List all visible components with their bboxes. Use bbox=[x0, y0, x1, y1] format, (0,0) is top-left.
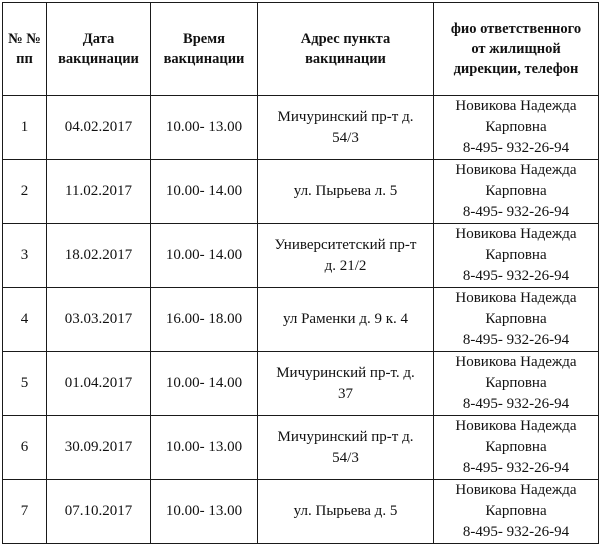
table-row bbox=[3, 416, 599, 480]
row-date: 04.02.2017 bbox=[47, 96, 151, 160]
row-date: 01.04.2017 bbox=[47, 352, 151, 416]
row-date: 11.02.2017 bbox=[47, 160, 151, 224]
table-row bbox=[3, 96, 599, 160]
row-num: 5 bbox=[3, 352, 47, 416]
row-responsible: Новикова Надежда Карповна 8-495- 932-26-94 bbox=[434, 96, 599, 160]
row-address: Мичуринский пр-т. д. 37 bbox=[258, 352, 434, 416]
row-address: ул Раменки д. 9 к. 4 bbox=[258, 288, 434, 352]
row-time: 10.00- 13.00 bbox=[151, 480, 258, 544]
row-responsible: Новикова Надежда Карповна 8-495- 932-26-94 bbox=[434, 224, 599, 288]
header-num: № № пп bbox=[3, 3, 47, 96]
table-row bbox=[3, 480, 599, 544]
row-responsible: Новикова Надежда Карповна 8-495- 932-26-94 bbox=[434, 288, 599, 352]
header-date: Дата вакцинации bbox=[47, 3, 151, 96]
row-time: 10.00- 14.00 bbox=[151, 352, 258, 416]
row-time: 10.00- 13.00 bbox=[151, 96, 258, 160]
row-address: Мичуринский пр-т д. 54/3 bbox=[258, 96, 434, 160]
row-address: ул. Пырьева д. 5 bbox=[258, 480, 434, 544]
row-address: ул. Пырьева л. 5 bbox=[258, 160, 434, 224]
row-responsible: Новикова Надежда Карповна 8-495- 932-26-94 bbox=[434, 352, 599, 416]
row-num: 1 bbox=[3, 96, 47, 160]
row-date: 03.03.2017 bbox=[47, 288, 151, 352]
header-row bbox=[3, 3, 599, 96]
vaccination-schedule-table bbox=[2, 2, 599, 544]
header-time: Время вакцинации bbox=[151, 3, 258, 96]
table-row bbox=[3, 352, 599, 416]
table-row bbox=[3, 160, 599, 224]
header-responsible: фио ответственного от жилищной дирекции, телефон bbox=[434, 3, 599, 96]
header-address: Адрес пункта вакцинации bbox=[258, 3, 434, 96]
row-num: 7 bbox=[3, 480, 47, 544]
row-num: 3 bbox=[3, 224, 47, 288]
row-address: Мичуринский пр-т д. 54/3 bbox=[258, 416, 434, 480]
row-responsible: Новикова Надежда Карповна 8-495- 932-26-94 bbox=[434, 160, 599, 224]
row-time: 10.00- 14.00 bbox=[151, 224, 258, 288]
row-time: 10.00- 13.00 bbox=[151, 416, 258, 480]
row-address: Университетский пр-т д. 21/2 bbox=[258, 224, 434, 288]
row-time: 16.00- 18.00 bbox=[151, 288, 258, 352]
row-num: 4 bbox=[3, 288, 47, 352]
row-date: 30.09.2017 bbox=[47, 416, 151, 480]
row-time: 10.00- 14.00 bbox=[151, 160, 258, 224]
row-num: 6 bbox=[3, 416, 47, 480]
row-num: 2 bbox=[3, 160, 47, 224]
table-row bbox=[3, 224, 599, 288]
row-date: 18.02.2017 bbox=[47, 224, 151, 288]
table-row bbox=[3, 288, 599, 352]
row-date: 07.10.2017 bbox=[47, 480, 151, 544]
row-responsible: Новикова Надежда Карповна 8-495- 932-26-94 bbox=[434, 480, 599, 544]
row-responsible: Новикова Надежда Карповна 8-495- 932-26-94 bbox=[434, 416, 599, 480]
